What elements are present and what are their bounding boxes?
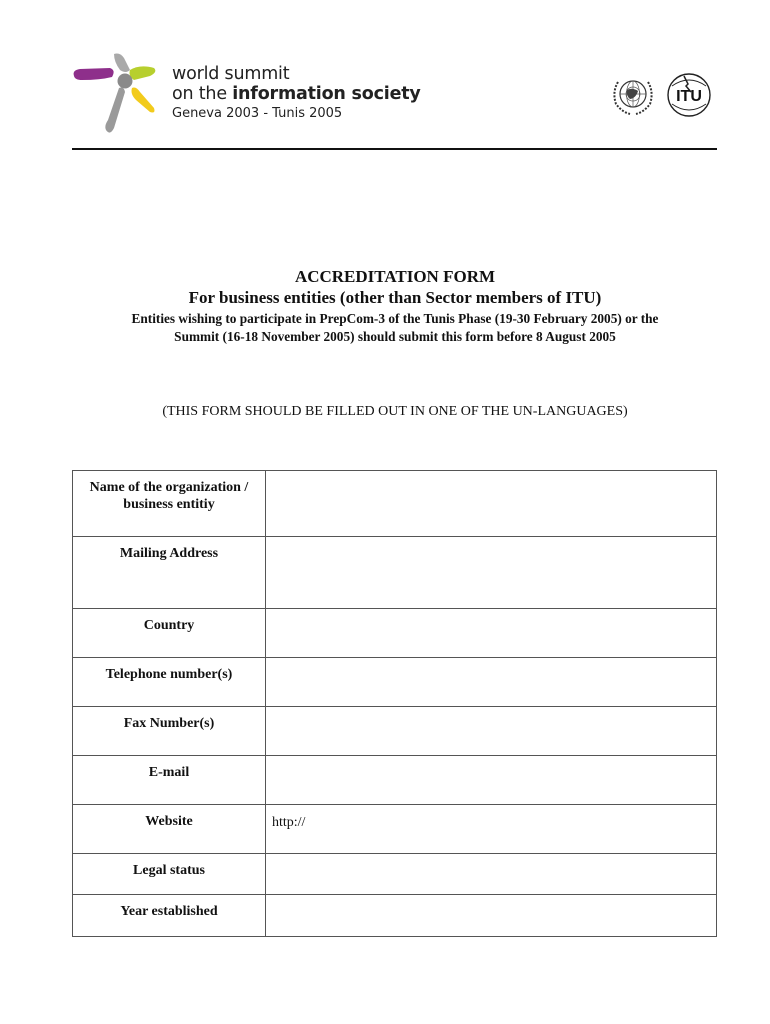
form-deadline-line-1: Entities wishing to participate in PrepCom-3 of the Tunis Phase (19-30 February 2005) or the	[131, 311, 659, 326]
telephone-field[interactable]	[266, 658, 717, 707]
logo-line-2	[172, 84, 421, 104]
itu-emblem	[664, 70, 714, 120]
form-label: Telephone number(s)	[73, 658, 266, 707]
logo-line-1: world summit	[172, 64, 290, 84]
wsis-logo-text	[172, 64, 421, 123]
language-notice: (THIS FORM SHOULD BE FILLED OUT IN ONE OF THE UN-LANGUAGES)	[162, 404, 628, 419]
form-label: E-mail	[73, 756, 266, 805]
logo-line-3: Geneva 2003 - Tunis 2005	[172, 106, 343, 121]
legal-status-field[interactable]	[266, 854, 717, 895]
form-row-fax	[73, 707, 717, 756]
fax-field[interactable]	[266, 707, 717, 756]
form-row-country	[73, 609, 717, 658]
header-divider	[72, 148, 717, 150]
form-title: ACCREDITATION FORM	[294, 267, 496, 286]
form-label: Mailing Address	[73, 537, 266, 609]
itu-logo-icon	[664, 70, 714, 120]
accreditation-form-table	[72, 470, 717, 937]
form-label: Fax Number(s)	[73, 707, 266, 756]
form-row-website	[73, 805, 717, 854]
email-field[interactable]	[266, 756, 717, 805]
form-row-legal-status	[73, 854, 717, 895]
form-deadline-line-2: Summit (16-18 November 2005) should submit this form before 8 August 2005	[174, 329, 616, 344]
mailing-address-field[interactable]	[266, 537, 717, 609]
form-row-organization-name	[73, 471, 717, 537]
itu-logo-text: ITU	[676, 88, 702, 105]
website-field[interactable]: http://	[266, 805, 717, 854]
form-label: Year established	[73, 895, 266, 937]
form-title-block	[60, 266, 730, 346]
un-emblem-icon	[608, 72, 658, 118]
form-row-email	[73, 756, 717, 805]
form-row-telephone	[73, 658, 717, 707]
form-label: Country	[73, 609, 266, 658]
form-row-mailing-address	[73, 537, 717, 609]
form-label: Legal status	[73, 854, 266, 895]
document-header	[0, 0, 770, 160]
form-label: Name of the organization / business entitiy	[73, 471, 266, 537]
form-subtitle: For business entities (other than Sector members of ITU)	[188, 288, 602, 307]
year-established-field[interactable]	[266, 895, 717, 937]
form-label: Website	[73, 805, 266, 854]
country-field[interactable]	[266, 609, 717, 658]
logo-line-2-prefix: on the	[172, 84, 233, 104]
organization-name-field[interactable]	[266, 471, 717, 537]
form-row-year-established	[73, 895, 717, 937]
logo-line-2-bold: information society	[232, 84, 421, 104]
wsis-logo-icon	[70, 50, 170, 136]
